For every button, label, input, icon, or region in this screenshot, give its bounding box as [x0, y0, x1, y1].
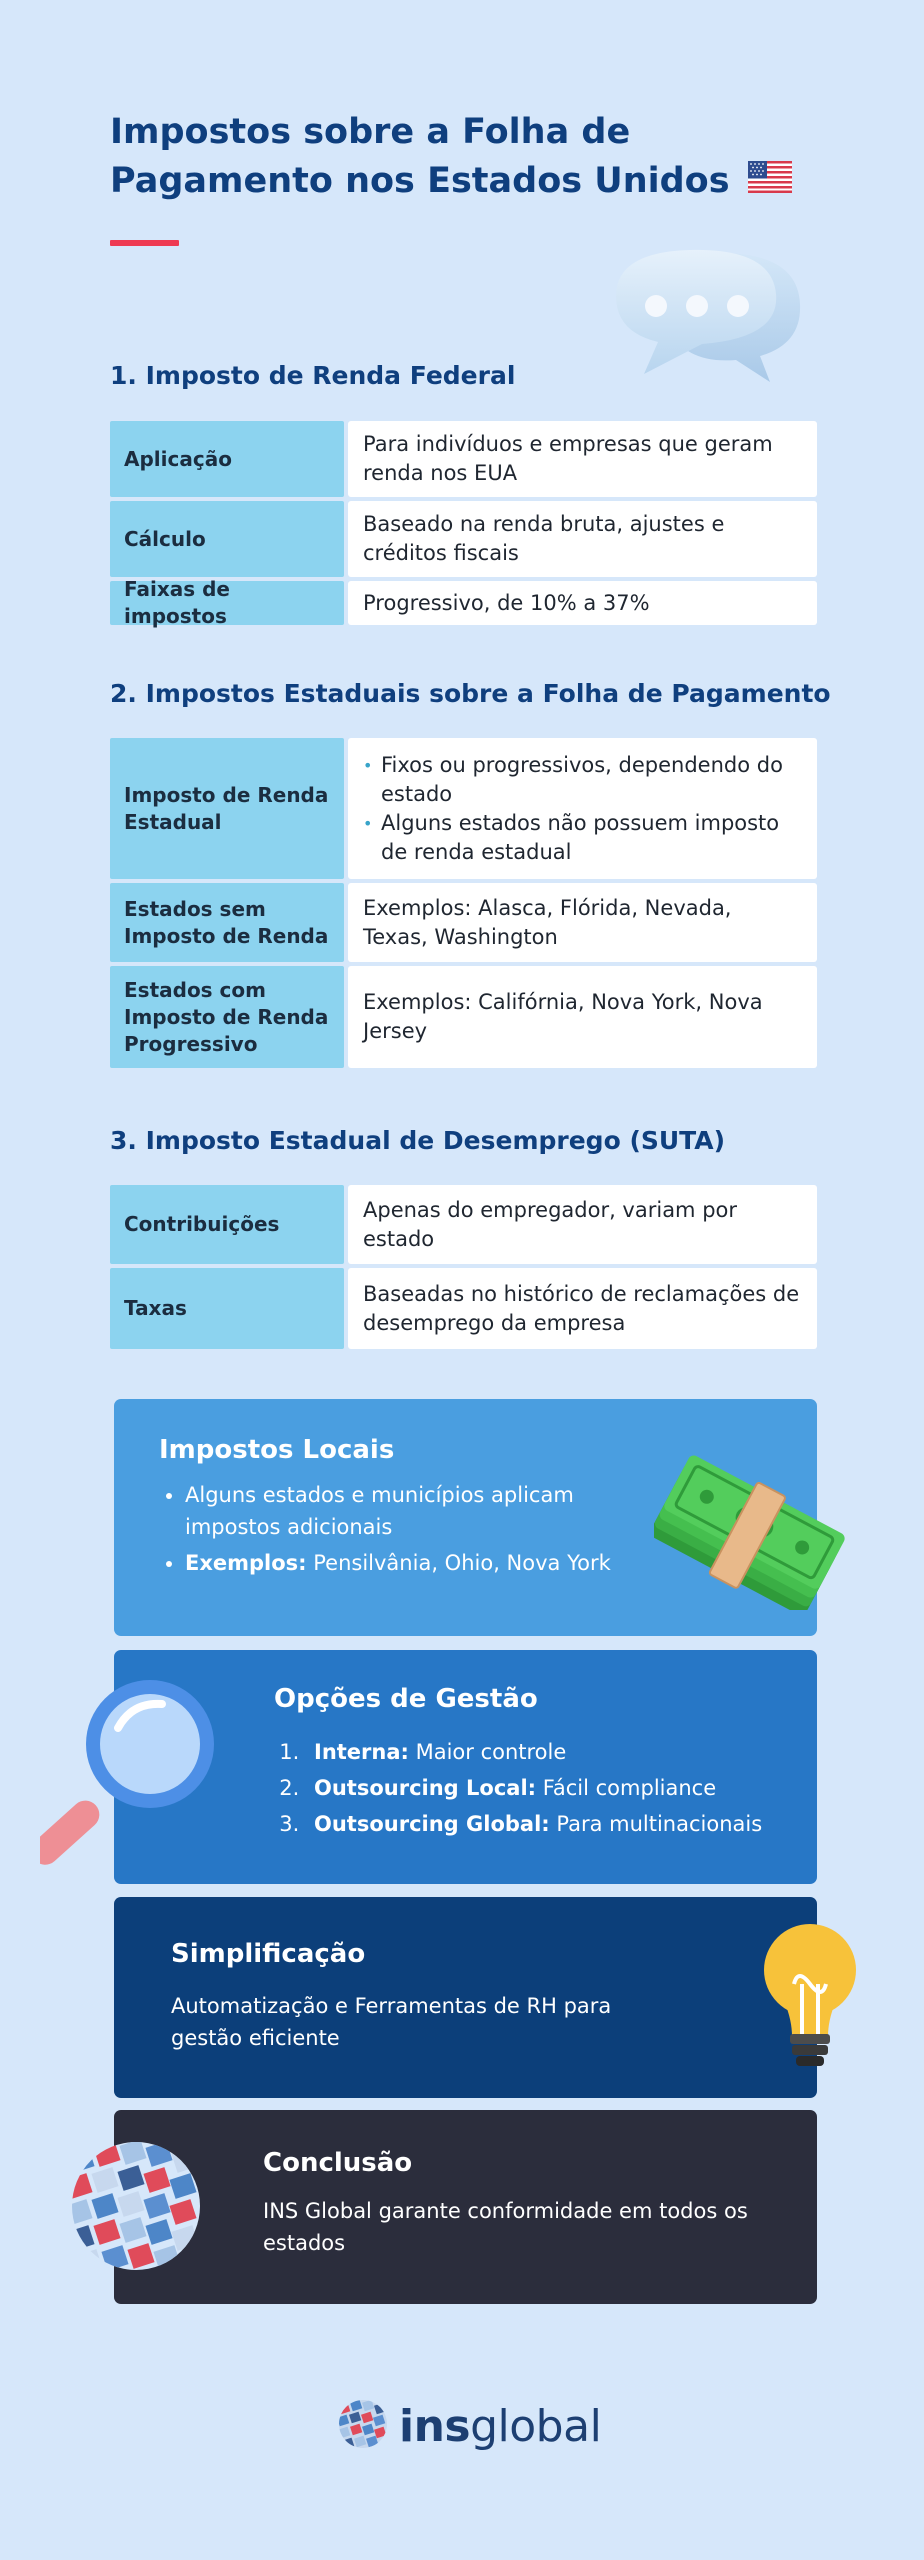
state-tax-table	[110, 738, 817, 1072]
row-label: Imposto de Renda Estadual	[110, 738, 344, 879]
table-row	[110, 883, 817, 962]
row-value: Progressivo, de 10% a 37%	[348, 581, 817, 625]
row-label: Estados sem Imposto de Renda	[110, 883, 344, 962]
bullet-list	[363, 751, 802, 867]
numbered-list	[274, 1736, 794, 1840]
bold-label: Exemplos:	[185, 1551, 307, 1575]
card-title: Conclusão	[263, 2148, 413, 2178]
federal-tax-table	[110, 421, 817, 629]
table-row	[110, 501, 817, 577]
row-value: Para indivíduos e empresas que geram renda nos EUA	[348, 421, 817, 497]
row-value: Baseado na renda bruta, ajustes e créditos fiscais	[348, 501, 817, 577]
list-item	[306, 1772, 794, 1804]
row-value: Baseadas no histórico de reclamações de desemprego da empresa	[348, 1268, 817, 1349]
row-value	[348, 738, 817, 879]
title-line-1: Impostos sobre a Folha de	[110, 112, 631, 152]
card-body: Automatização e Ferramentas de RH para gestão eficiente	[171, 1994, 612, 2050]
logo-word-bold: ins	[399, 2400, 471, 2452]
row-value: Apenas do empregador, variam por estado	[348, 1185, 817, 1264]
list-item: • Alguns estados não possuem imposto de renda estadual	[363, 809, 802, 867]
table-row	[110, 421, 817, 497]
row-label: Taxas	[110, 1268, 344, 1349]
table-row	[110, 1268, 817, 1349]
list-item	[185, 1547, 639, 1579]
section-2-heading: 2. Impostos Estaduais sobre a Folha de Pagamento	[110, 679, 831, 708]
logo-wordmark	[399, 2401, 601, 2452]
magnifying-glass-icon	[40, 1672, 240, 1876]
row-label: Faixas de impostos	[110, 581, 344, 625]
list-item	[306, 1736, 794, 1768]
conclusion-card	[114, 2110, 817, 2304]
title-accent-bar	[110, 240, 179, 246]
card-body	[159, 1479, 639, 1583]
section-1-heading: 1. Imposto de Renda Federal	[110, 361, 516, 390]
table-row	[110, 966, 817, 1068]
bold-label: Interna:	[314, 1740, 409, 1764]
list-item	[306, 1808, 794, 1840]
logo-globe-icon	[337, 2398, 389, 2454]
lightbulb-icon	[760, 1918, 860, 2082]
item-text: Maior controle	[408, 1740, 567, 1764]
bullet-list	[159, 1479, 639, 1579]
money-stack-icon	[654, 1435, 854, 1614]
suta-table	[110, 1185, 817, 1353]
section-3-heading: 3. Imposto Estadual de Desemprego (SUTA)	[110, 1126, 726, 1155]
bold-label: Outsourcing Global:	[314, 1812, 550, 1836]
row-label: Aplicação	[110, 421, 344, 497]
simplification-card	[114, 1897, 817, 2098]
title-line-2: Pagamento nos Estados Unidos	[110, 161, 730, 201]
page-title	[110, 108, 830, 207]
logo-word-rest: global	[470, 2400, 602, 2452]
table-row	[110, 1185, 817, 1264]
item-text: Pensilvânia, Ohio, Nova York	[306, 1551, 611, 1575]
card-title: Opções de Gestão	[274, 1684, 538, 1714]
us-flag-icon	[748, 158, 792, 207]
chat-bubbles-icon	[610, 238, 825, 392]
row-label: Estados com Imposto de Renda Progressivo	[110, 966, 344, 1068]
table-row	[110, 577, 817, 628]
card-body	[274, 1736, 794, 1844]
list-item: • Alguns estados e municípios aplicam impostos adicionais	[185, 1479, 639, 1543]
card-title: Simplificação	[171, 1939, 366, 1969]
list-item: • Fixos ou progressivos, dependendo do estado	[363, 751, 802, 809]
card-title: Impostos Locais	[159, 1435, 395, 1465]
row-label: Cálculo	[110, 501, 344, 577]
card-body: INS Global garante conformidade em todos os estados	[263, 2199, 748, 2255]
row-value: Exemplos: Alasca, Flórida, Nevada, Texas, Washington	[348, 883, 817, 962]
row-label: Contribuições	[110, 1185, 344, 1264]
globe-mosaic-icon	[68, 2140, 208, 2276]
table-row	[110, 738, 817, 879]
item-text: Para multinacionais	[549, 1812, 763, 1836]
insglobal-logo	[337, 2398, 601, 2454]
row-value: Exemplos: Califórnia, Nova York, Nova Jersey	[348, 966, 817, 1068]
bold-label: Outsourcing Local:	[314, 1776, 537, 1800]
item-text: Fácil compliance	[536, 1776, 717, 1800]
local-taxes-card	[114, 1399, 817, 1636]
